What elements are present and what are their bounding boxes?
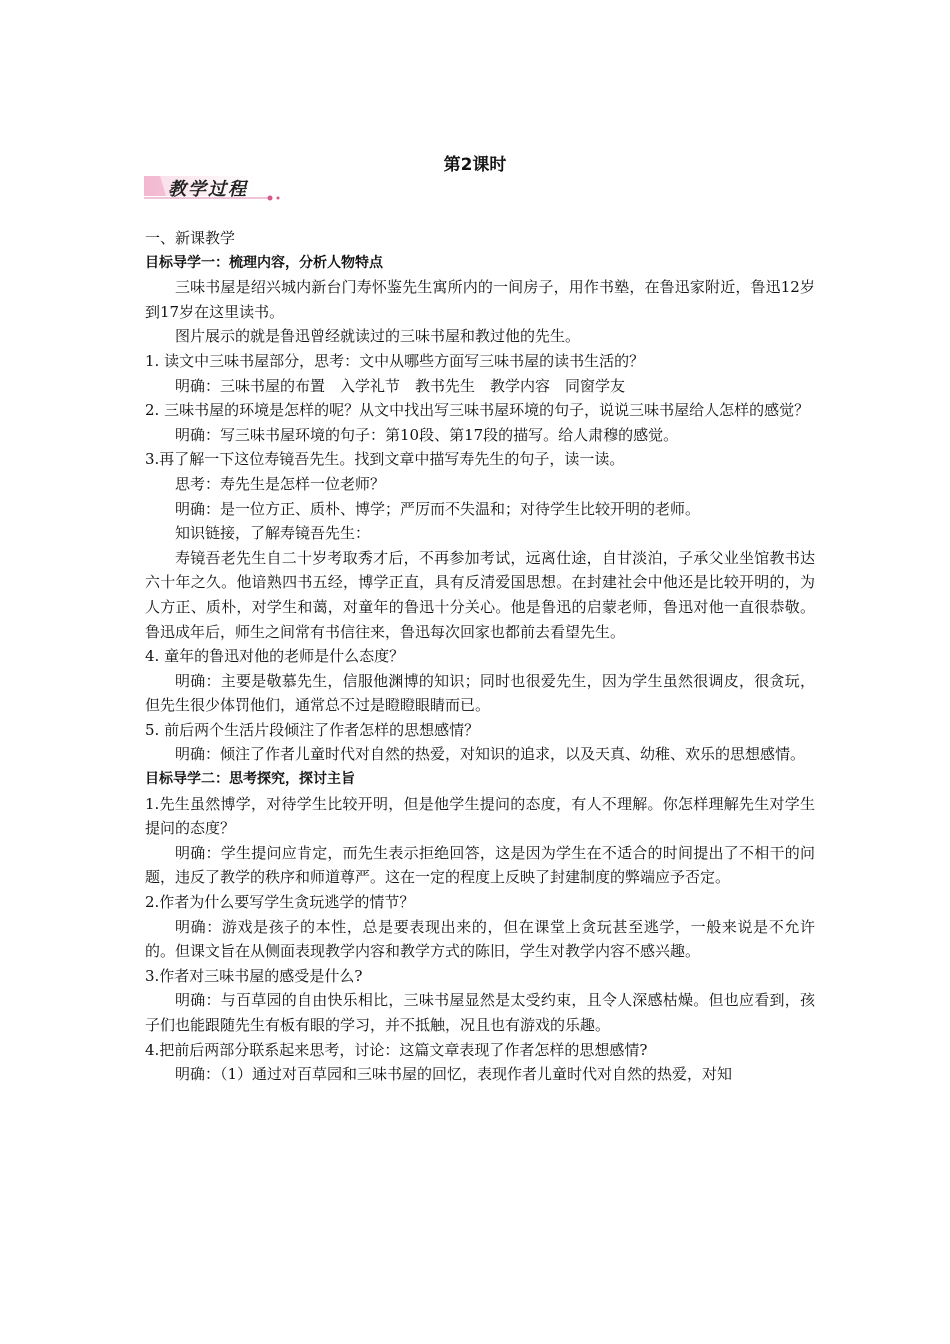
answer: 明确：是一位方正、质朴、博学；严厉而不失温和；对待学生比较开明的老师。 bbox=[175, 499, 701, 518]
question: 2. 三味书屋的环境是怎样的呢？从文中找出写三味书屋环境的句子，说说三味书屋给人怎样的感觉？ bbox=[145, 401, 810, 420]
question: 1.先生虽然博学，对待学生比较开明，但是他学生提问的态度，有人不理解。你怎样理解先生对学生提问的态度？ bbox=[145, 794, 815, 838]
section-heading: 一、新课教学 bbox=[145, 229, 236, 247]
banner-label: 教学过程 bbox=[168, 179, 248, 200]
question: 3.作者对三味书屋的感受是什么? bbox=[145, 966, 363, 985]
paragraph: 三味书屋是绍兴城内新台门寿怀鉴先生寓所内的一间房子，用作书塾，在鲁迅家附近，鲁迅12岁到17岁在这里读书。 bbox=[145, 278, 815, 321]
paragraph: 图片展示的就是鲁迅曾经就读过的三味书屋和教过他的先生。 bbox=[175, 327, 581, 346]
question: 4.把前后两部分联系起来思考，讨论：这篇文章表现了作者怎样的思想感情? bbox=[145, 1040, 648, 1059]
knowledge-link: 知识链接，了解寿镜吾先生： bbox=[175, 524, 371, 543]
answer: 明确：学生提问应肯定，而先生表示拒绝回答，这是因为学生在不适合的时间提出了不相干的问题，违反了教学的秩序和师道尊严。这在一定的程度上反映了封建制度的弊端应予否定。 bbox=[145, 843, 815, 887]
question: 5. 前后两个生活片段倾注了作者怎样的思想感情？ bbox=[145, 720, 480, 739]
question: 思考：寿先生是怎样一位老师？ bbox=[175, 474, 386, 493]
answer: 明确：写三味书屋环境的句子：第10段、第17段的描写。给人肃穆的感觉。 bbox=[175, 425, 679, 444]
section-banner bbox=[142, 172, 282, 202]
goal-heading-1: 目标导学一：梳理内容，分析人物特点 bbox=[145, 254, 383, 271]
question: 3.再了解一下这位寿镜吾先生。找到文章中描写寿先生的句子，读一读。 bbox=[145, 450, 625, 469]
question: 4. 童年的鲁迅对他的老师是什么态度？ bbox=[145, 647, 405, 666]
paragraph: 寿镜吾老先生自二十岁考取秀才后，不再参加考试，远离仕途，自甘淡泊，子承父业坐馆教书达六十年之久。他谙熟四书五经，博学正直，具有反清爱国思想。在封建社会中他还是比较开明的，为人方正、质朴，对学生和蔼，对童年的鲁迅十分关心。他是鲁迅的启蒙老师，鲁迅对他一直很恭敬。鲁迅成年后，师生之间常有书信往来，鲁迅每次回家也都前去看望先生。 bbox=[145, 548, 815, 641]
answer: 明确：与百草园的自由快乐相比，三味书屋显然是太受约束，且令人深感枯燥。但也应看到，孩子们也能跟随先生有板有眼的学习，并不抵触，况且也有游戏的乐趣。 bbox=[145, 991, 815, 1034]
answer: 明确：游戏是孩子的本性，总是要表现出来的，但在课堂上贪玩甚至逃学，一般来说是不允许的。但课文旨在从侧面表现教学内容和教学方式的陈旧，学生对教学内容不感兴趣。 bbox=[145, 917, 815, 961]
question: 1. 读文中三味书屋部分，思考：文中从哪些方面写三味书屋的读书生活的？ bbox=[145, 351, 645, 370]
goal-heading-2: 目标导学二：思考探究，探讨主旨 bbox=[145, 771, 355, 788]
lesson-content bbox=[145, 226, 815, 1087]
page-title: 第2课时 bbox=[443, 155, 507, 175]
question: 2.作者为什么要写学生贪玩逃学的情节？ bbox=[145, 893, 415, 912]
answer: 明确：主要是敬慕先生，信服他渊博的知识；同时也很爱先生，因为学生虽然很调皮，很贪玩，但先生很少体罚他们，通常总不过是瞪瞪眼睛而已。 bbox=[145, 671, 815, 715]
answer: 明确：倾注了作者儿童时代对自然的热爱，对知识的追求，以及天真、幼稚、欢乐的思想感情。 bbox=[175, 745, 806, 764]
answer: 明确：三味书屋的布置 入学礼节 教书先生 教学内容 同窗学友 bbox=[175, 376, 626, 395]
answer: 明确：（1）通过对百草园和三味书屋的回忆，表现作者儿童时代对自然的热爱，对知 bbox=[175, 1065, 733, 1084]
